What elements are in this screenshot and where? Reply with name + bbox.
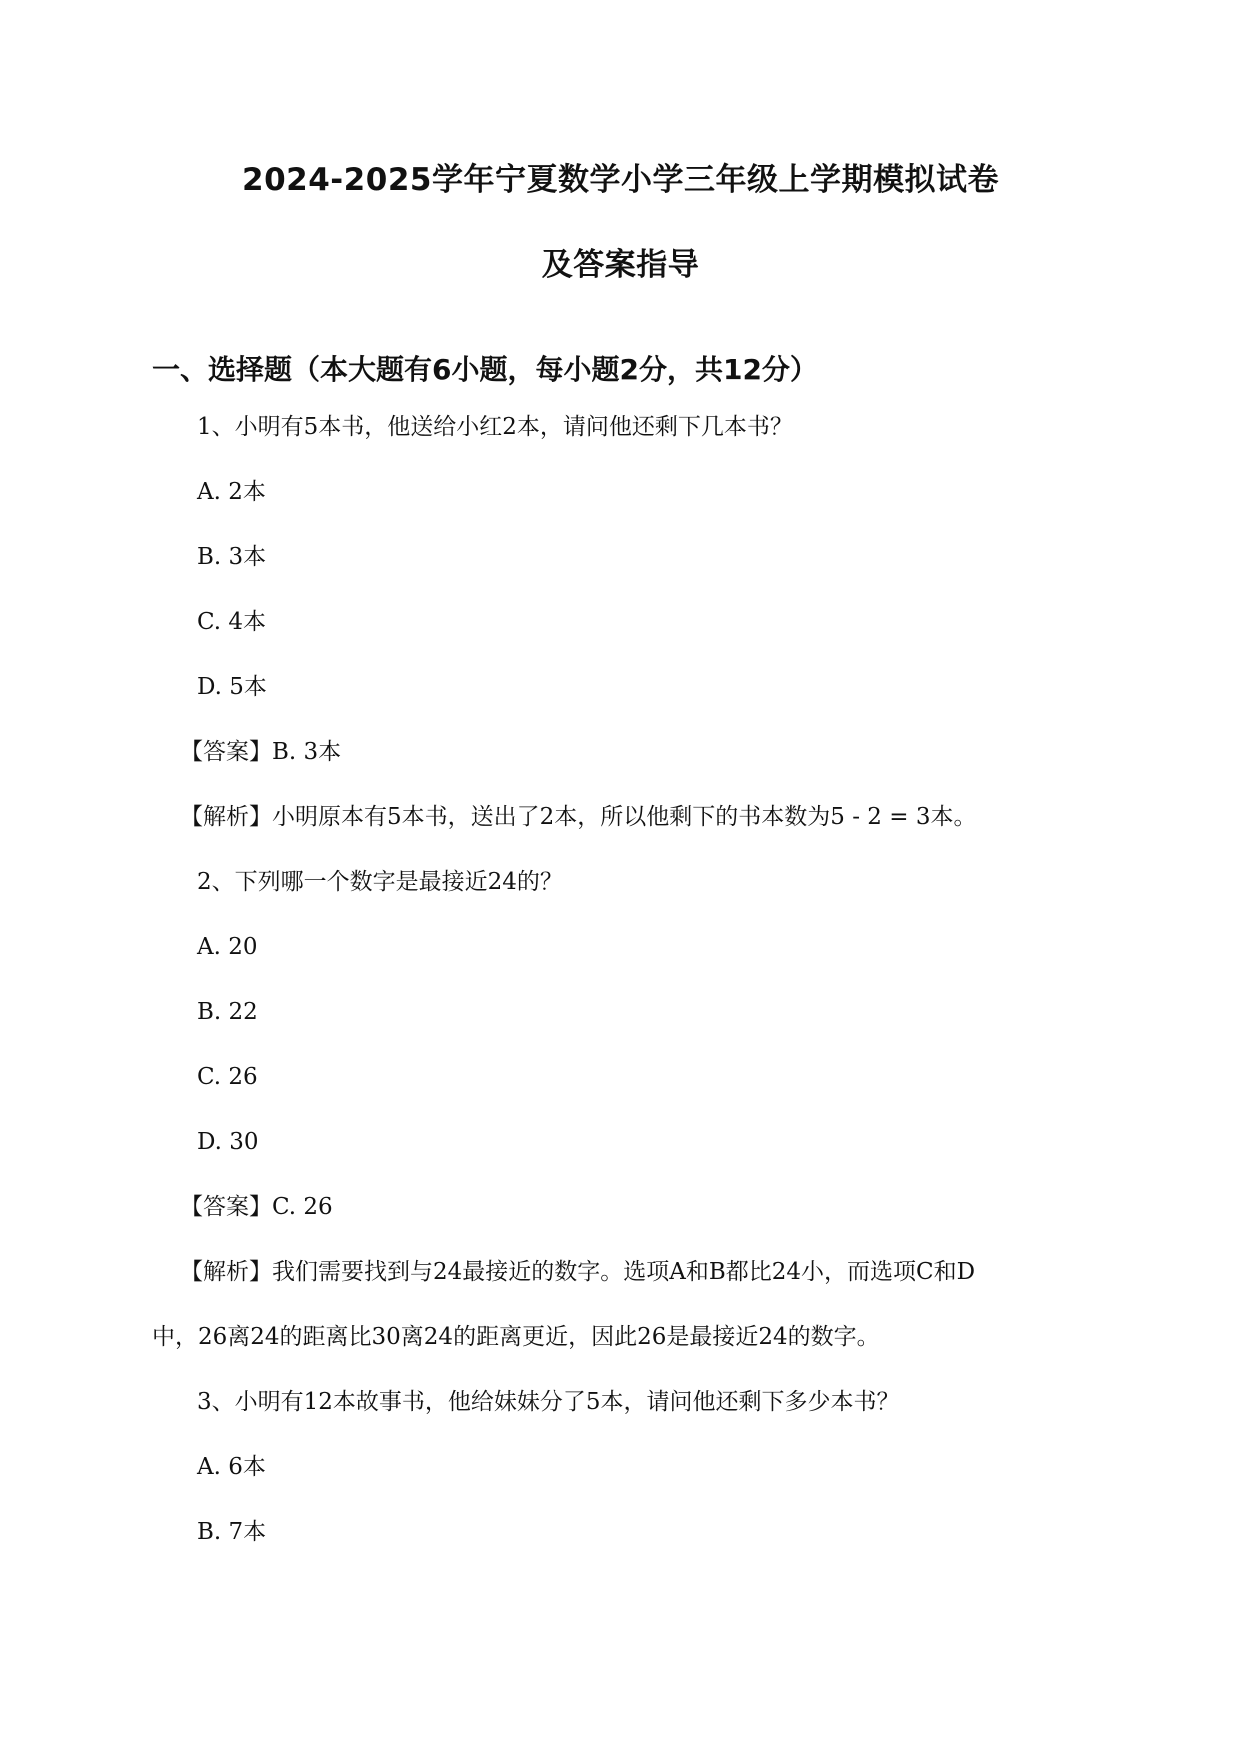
question-2-option-a: A. 20 bbox=[197, 934, 258, 960]
question-2-explanation-line-2: 中，26离24的距离比30离24的距离更近，因此26是最接近24的数字。 bbox=[152, 1324, 880, 1350]
question-2-option-d: D. 30 bbox=[197, 1129, 259, 1155]
question-3-stem: 3、小明有12本故事书，他给妹妹分了5本，请问他还剩下多少本书？ bbox=[197, 1389, 900, 1415]
document-title-line-1: 2024-2025学年宁夏数学小学三年级上学期模拟试卷 bbox=[242, 162, 999, 198]
question-2-explanation-line-1: 【解析】我们需要找到与24最接近的数字。选项A和B都比24小，而选项C和D bbox=[180, 1259, 976, 1285]
question-1-stem: 1、小明有5本书，他送给小红2本，请问他还剩下几本书？ bbox=[197, 414, 793, 440]
section-heading-multiple-choice: 一、选择题（本大题有6小题，每小题2分，共12分） bbox=[152, 353, 818, 386]
question-2-option-c: C. 26 bbox=[197, 1064, 258, 1090]
question-1-explanation: 【解析】小明原本有5本书，送出了2本，所以他剩下的书本数为5 - 2 = 3本。 bbox=[180, 804, 977, 830]
question-1-option-c: C. 4本 bbox=[197, 609, 267, 635]
question-1-option-b: B. 3本 bbox=[197, 544, 267, 570]
question-2-option-b: B. 22 bbox=[197, 999, 258, 1025]
question-3-option-a: A. 6本 bbox=[197, 1454, 266, 1480]
question-3-option-b: B. 7本 bbox=[197, 1519, 267, 1545]
question-1-option-a: A. 2本 bbox=[197, 479, 266, 505]
question-1-answer: 【答案】B. 3本 bbox=[180, 739, 342, 765]
question-2-answer: 【答案】C. 26 bbox=[180, 1194, 333, 1220]
question-2-stem: 2、下列哪一个数字是最接近24的？ bbox=[197, 869, 563, 895]
question-1-option-d: D. 5本 bbox=[197, 674, 267, 700]
document-title-line-2: 及答案指导 bbox=[541, 247, 700, 283]
